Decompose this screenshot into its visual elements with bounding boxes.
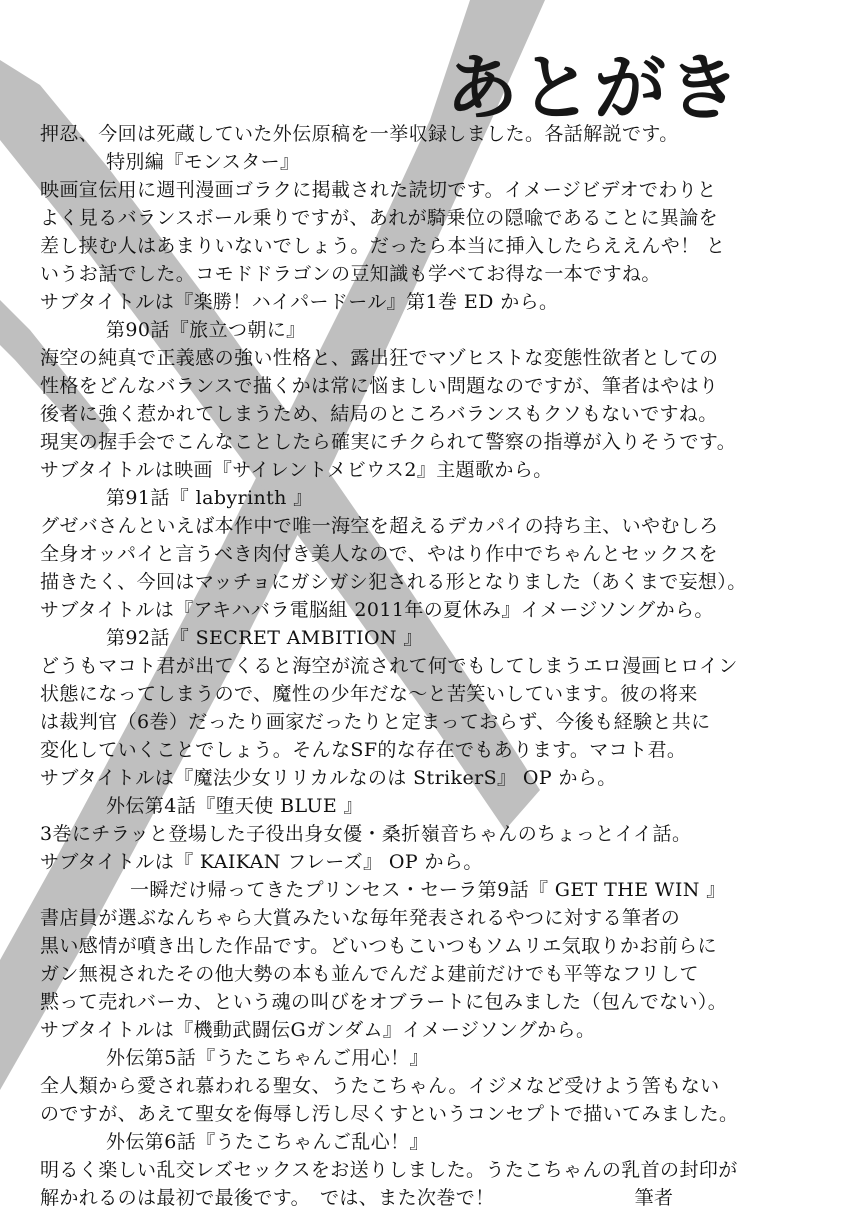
line-text: 一瞬だけ帰ってきたプリンセス・セーラ第9話『 GET THE WIN 』 [130, 879, 726, 901]
body-line [40, 848, 820, 876]
line-text: 第91話『 labyrinth 』 [106, 487, 313, 509]
episode-heading [40, 316, 820, 344]
line-text: 特別編『モンスター』 [106, 151, 300, 173]
body-line [40, 596, 820, 624]
line-text: 性格をどんなバランスで描くかは常に悩ましい問題なのですが、筆者はやはり [40, 375, 719, 397]
line-text: サブタイトルは『アキハバラ電脳組 2011年の夏休み』イメージソングから。 [40, 599, 714, 621]
line-text: 現実の握手会でこんなことしたら確実にチクられて警察の指導が入りそうです。 [40, 431, 737, 453]
line-text: サブタイトルは映画『サイレントメビウス2』主題歌から。 [40, 459, 553, 481]
line-text: 書店員が選ぶなんちゃら大賞みたいな毎年発表されるやつに対する筆者の [40, 907, 681, 929]
body-line [40, 400, 820, 428]
line-text: 解かれるのは最初で最後です。 では、また次巻で！ [40, 1187, 495, 1209]
body-line [40, 1184, 820, 1212]
line-text: 全人類から愛され慕われる聖女、うたこちゃん。イジメなど受けよう筈もない [40, 1075, 720, 1097]
line-text: は裁判官（6巻）だったり画家だったりと定まっておらず、今後も経験と共に [40, 711, 711, 733]
line-text: 映画宣伝用に週刊漫画ゴラクに掲載された読切です。イメージビデオでわりと [40, 179, 717, 201]
episode-heading [40, 1128, 820, 1156]
body-line [40, 932, 820, 960]
line-text: 後者に強く惹かれてしまうため、結局のところバランスもクソもないですね。 [40, 403, 718, 425]
line-text: よく見るバランスボール乗りですが、あれが騎乗位の隠喩であることに異論を [40, 207, 719, 229]
body-line [40, 260, 820, 288]
body-line [40, 120, 820, 148]
line-text: サブタイトルは『楽勝！ハイパードール』第1巻 ED から。 [40, 291, 559, 313]
line-text: 外伝第6話『うたこちゃんご乱心！』 [106, 1131, 429, 1153]
line-text: サブタイトルは『魔法少女リリカルなのは StrikerS』 OP から。 [40, 767, 617, 789]
line-text: 全身オッパイと言うべき肉付き美人なので、やはり作中でちゃんとセックスを [40, 543, 718, 565]
episode-heading [40, 148, 820, 176]
line-text: 押忍、今回は死蔵していた外伝原稿を一挙収録しました。各話解説です。 [40, 123, 679, 145]
line-text: 差し挟む人はあまりいないでしょう。だったら本当に挿入したらええんや！ と [40, 235, 726, 257]
line-text: ガン無視されたその他大勢の本も並んでんだよ建前だけでも平等なフリして [40, 963, 699, 985]
body-line [40, 820, 820, 848]
body-line [40, 456, 820, 484]
body-line [40, 1016, 820, 1044]
body-line [40, 680, 820, 708]
body-line [40, 512, 820, 540]
body-line [40, 428, 820, 456]
body-line [40, 288, 820, 316]
line-text: 黙って売れバーカ、という魂の叫びをオブラートに包みました（包んでない）。 [40, 991, 728, 1013]
line-text: どうもマコト君が出てくると海空が流されて何でもしてしまうエロ漫画ヒロイン [40, 655, 738, 677]
line-text: 第90話『旅立つ朝に』 [106, 319, 306, 341]
body-line [40, 204, 820, 232]
body-line [40, 904, 820, 932]
page-title: あとがき [445, 46, 742, 130]
episode-heading [40, 624, 820, 652]
line-text: 変化していくことでしょう。そんなSF的な存在でもあります。マコト君。 [40, 739, 687, 761]
body-line [40, 736, 820, 764]
line-text: グゼバさんといえば本作中で唯一海空を超えるデカパイの持ち主、いやむしろ [40, 515, 719, 537]
body-line [40, 988, 820, 1016]
body-line [40, 764, 820, 792]
body-line [40, 1072, 820, 1100]
line-text: サブタイトルは『機動武闘伝Gガンダム』イメージソングから。 [40, 1019, 596, 1041]
body-line [40, 176, 820, 204]
line-text: いうお話でした。コモドドラゴンの豆知識も学べてお得な一本ですね。 [40, 263, 661, 285]
body-line [40, 568, 820, 596]
line-text: 3巻にチラッと登場した子役出身女優・桑折嶺音ちゃんのちょっとイイ話。 [40, 823, 692, 845]
line-text: 描きたく、今回はマッチョにガシガシ犯される形となりました（あくまで妄想）。 [40, 571, 747, 593]
body-line [40, 708, 820, 736]
episode-heading [40, 792, 820, 820]
line-text: 黒い感情が噴き出した作品です。どいつもこいつもソムリエ気取りかお前らに [40, 935, 717, 957]
line-text: 状態になってしまうので、魔性の少年だな～と苦笑いしています。彼の将来 [40, 683, 698, 705]
line-text: 外伝第4話『堕天使 BLUE 』 [106, 795, 363, 817]
line-text: 海空の純真で正義感の強い性格と、露出狂でマゾヒストな変態性欲者としての [40, 347, 719, 369]
body-line [40, 652, 820, 680]
episode-heading [40, 484, 820, 512]
body-line [40, 1100, 820, 1128]
line-text: のですが、あえて聖女を侮辱し汚し尽くすというコンセプトで描いてみました。 [40, 1103, 739, 1125]
line-text: 第92話『 SECRET AMBITION 』 [106, 627, 423, 649]
body-line [40, 232, 820, 260]
author-signature: 筆者 [634, 1187, 674, 1209]
body-line [40, 372, 820, 400]
afterword-body [40, 120, 820, 1212]
line-text: 明るく楽しい乱交レズセックスをお送りしました。うたこちゃんの乳首の封印が [40, 1159, 738, 1181]
line-text: 外伝第5話『うたこちゃんご用心！』 [106, 1047, 429, 1069]
body-line [40, 960, 820, 988]
body-line [40, 344, 820, 372]
line-text: サブタイトルは『 KAIKAN フレーズ』 OP から。 [40, 851, 483, 873]
episode-heading [40, 876, 820, 904]
episode-heading [40, 1044, 820, 1072]
body-line [40, 1156, 820, 1184]
body-line [40, 540, 820, 568]
